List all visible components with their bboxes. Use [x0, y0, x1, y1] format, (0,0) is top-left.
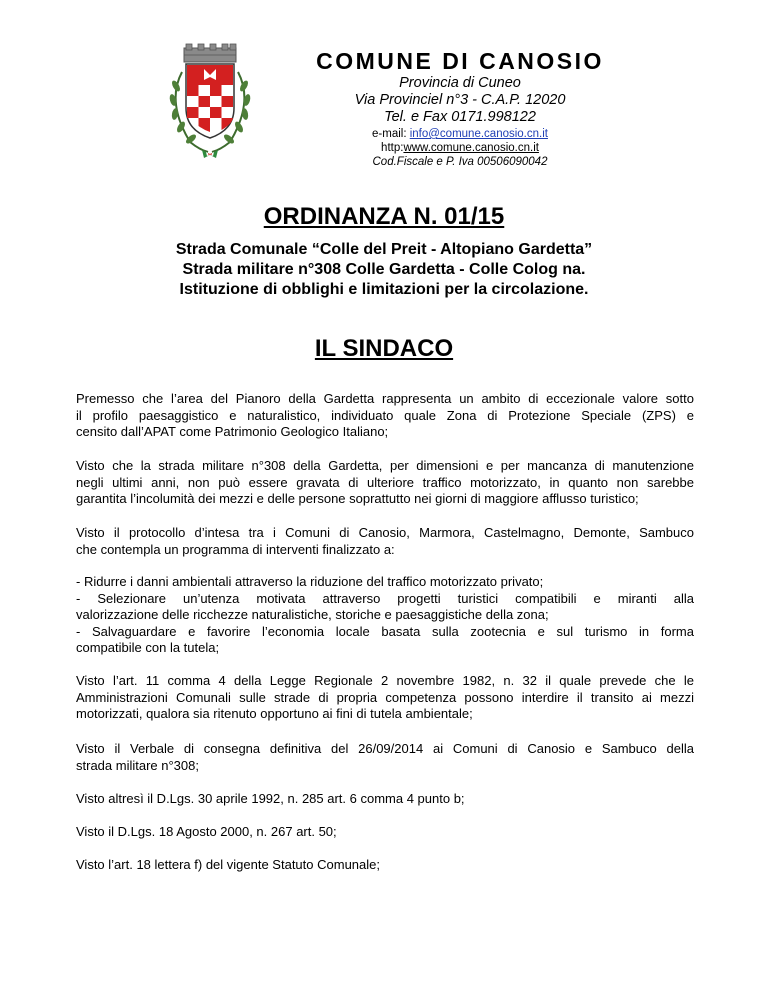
paragraph-premesso	[76, 391, 694, 441]
paragraph-line: Visto l’art. 11 comma 4 della Legge Regionale 2 novembre 1982, n. 32 il quale prevede che le	[76, 673, 694, 688]
paragraph-line: Visto che la strada militare n°308 della Gardetta, per dimensioni e per mancanza di manutenzione	[76, 458, 694, 473]
paragraph-line: censito dall’APAT come Patrimonio Geologico Italiano;	[76, 424, 389, 439]
list-item: - Ridurre i danni ambientali attraverso la riduzione del traffico motorizzato privato;	[76, 574, 544, 589]
province-line: Provincia di Cuneo	[399, 75, 521, 91]
list-item-continuation: valorizzazione delle ricchezze naturalistiche, storiche e paesaggistiche della zona;	[76, 607, 549, 622]
paragraph-line: che contempla un programma di interventi finalizzato a:	[76, 541, 395, 557]
sindaco-heading: IL SINDACO	[314, 335, 454, 362]
email-link[interactable]: info@comune.canosio.cn.it	[409, 128, 548, 140]
paragraph-legge-regionale	[76, 673, 694, 723]
subtitle-line: Strada Comunale “Colle del Preit - Altopiano Gardetta”	[175, 241, 593, 258]
paragraph-verbale	[76, 741, 694, 774]
subtitle-line: Strada militare n°308 Colle Gardetta - Colle Colog na.	[182, 261, 586, 278]
paragraph-line: il profilo paesaggistico e naturalistico, individuato quale Zona di Protezione Speciale (ZPS) e	[76, 407, 694, 423]
tax-code-line: Cod.Fiscale e P. Iva 00506090042	[372, 156, 548, 168]
paragraph-line: Premesso che l’area del Pianoro della Gardetta rappresenta un ambito di eccezionale valore sotto	[76, 391, 694, 406]
municipality-name: COMUNE DI CANOSIO	[316, 48, 604, 74]
paragraph-protocollo	[76, 525, 694, 558]
paragraph-line: Visto l’art. 18 lettera f) del vigente Statuto Comunale;	[76, 857, 380, 872]
paragraph-line: Visto il Verbale di consegna definitiva del 26/09/2014 ai Comuni di Canosio e Sambuco della	[76, 741, 694, 756]
paragraph-line: motorizzati, qualora sia ritenuto opportuno ai fini di tutela ambientale;	[76, 706, 473, 721]
paragraph-visto-strada	[76, 458, 694, 508]
subtitle-line: Istituzione di obblighi e limitazioni per la circolazione.	[179, 281, 589, 298]
email-line	[250, 127, 670, 141]
list-item: - Salvaguardare e favorire l’economia locale basata sulla zootecnia e sul turismo in forma	[76, 623, 694, 639]
website-link[interactable]: www.comune.canosio.cn.it	[403, 142, 539, 154]
municipal-crest-icon	[160, 42, 260, 162]
website-label: http:	[381, 142, 404, 154]
paragraph-line: garantita l’incolumità dei mezzi e delle persone soprattutto nei giorni di maggiore afflusso turistico;	[76, 491, 639, 506]
address-line: Via Provinciel n°3 - C.A.P. 12020	[354, 92, 566, 108]
paragraph-statuto	[76, 857, 694, 874]
list-item-continuation: compatibile con la tutela;	[76, 640, 220, 655]
paragraph-dlgs-285	[76, 791, 694, 808]
email-label: e-mail:	[372, 128, 410, 140]
website-line	[250, 141, 670, 155]
paragraph-line: Amministrazioni Comunali sulle strade di propria competenza possono interdire il transito ai mezzi	[76, 689, 694, 705]
list-item: - Selezionare un’utenza motivata attraverso progetti turistici compatibili e miranti alla	[76, 590, 694, 606]
phone-fax-line: Tel. e Fax 0171.998122	[384, 109, 536, 125]
paragraph-line: negli ultimi anni, non può essere gravata di ulteriore traffico motorizzato, in quanto non sarebbe	[76, 474, 694, 490]
paragraph-dlgs-267	[76, 824, 694, 841]
paragraph-line: Visto il protocollo d’intesa tra i Comuni di Canosio, Marmora, Castelmagno, Demonte, Sambuco	[76, 525, 694, 540]
paragraph-interventi-list	[76, 574, 694, 657]
ordinance-title: ORDINANZA N. 01/15	[263, 203, 505, 230]
paragraph-line: Visto altresì il D.Lgs. 30 aprile 1992, n. 285 art. 6 comma 4 punto b;	[76, 791, 465, 806]
paragraph-line: Visto il D.Lgs. 18 Agosto 2000, n. 267 art. 50;	[76, 824, 337, 839]
paragraph-line: strada militare n°308;	[76, 757, 199, 773]
